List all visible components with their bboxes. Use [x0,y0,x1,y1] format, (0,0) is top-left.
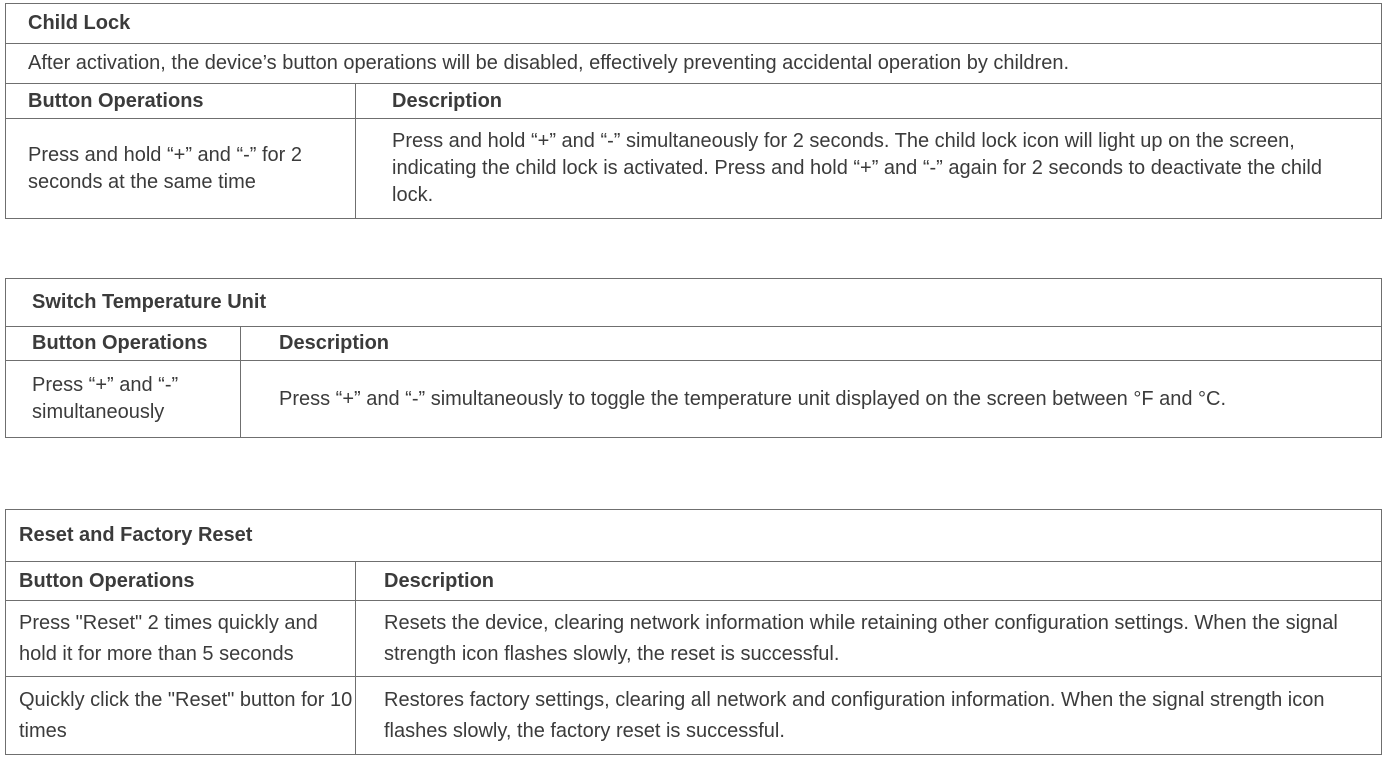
reset-header-operation: Button Operations [6,562,356,601]
reset-header-description: Description [356,562,1382,601]
table-row [6,119,1382,219]
child-lock-operation: Press and hold “+” and “-” for 2 seconds at the same time [6,119,356,219]
child-lock-header-operation: Button Operations [6,84,356,119]
table-row [6,677,1382,755]
child-lock-description: Press and hold “+” and “-” simultaneously for 2 seconds. The child lock icon will light up on the screen, indicating the child lock is activated. Press and hold “+” and “-” again for 2 seconds to deactivate the child lock. [356,119,1382,219]
reset-table [5,509,1382,755]
table-row [6,601,1382,677]
temperature-unit-header-operation: Button Operations [6,327,241,361]
temperature-unit-operation: Press “+” and “-” simultaneously [6,361,241,438]
child-lock-header-description: Description [356,84,1382,119]
child-lock-title: Child Lock [6,4,1382,44]
temperature-unit-header-description: Description [241,327,1382,361]
table-row [6,361,1382,438]
temperature-unit-description: Press “+” and “-” simultaneously to toggle the temperature unit displayed on the screen between °F and °C. [241,361,1382,438]
reset-description: Resets the device, clearing network information while retaining other configuration settings. When the signal strength icon flashes slowly, the reset is successful. [356,601,1382,677]
child-lock-intro: After activation, the device’s button operations will be disabled, effectively preventing accidental operation by children. [6,44,1382,84]
factory-reset-description: Restores factory settings, clearing all network and configuration information. When the signal strength icon flashes slowly, the factory reset is successful. [356,677,1382,755]
temperature-unit-title: Switch Temperature Unit [6,279,1382,327]
reset-title: Reset and Factory Reset [6,510,1382,562]
child-lock-table [5,3,1382,219]
factory-reset-operation: Quickly click the "Reset" button for 10 times [6,677,356,755]
reset-operation: Press "Reset" 2 times quickly and hold it for more than 5 seconds [6,601,356,677]
temperature-unit-table [5,278,1382,438]
